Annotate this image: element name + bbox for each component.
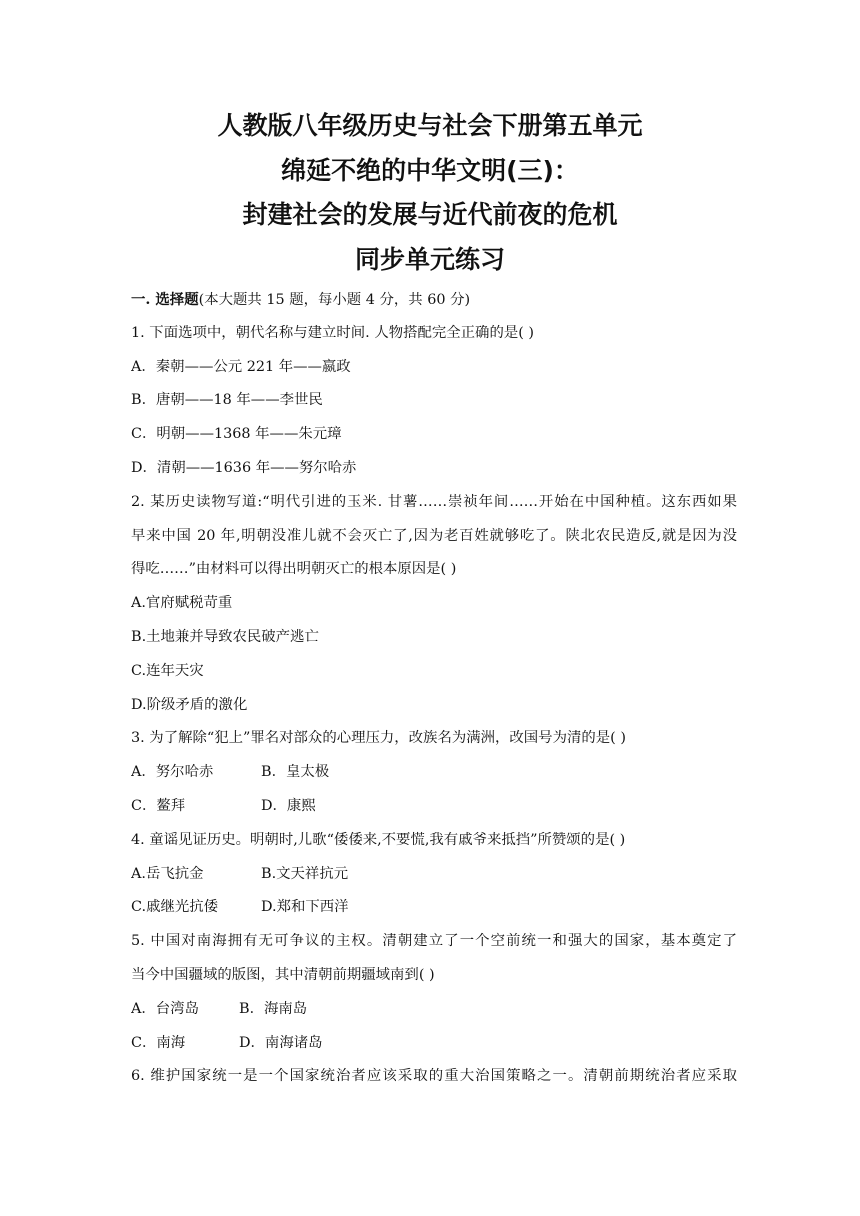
question-2-stem-line-1: 2. 某历史读物写道:“明代引进的玉米. 甘薯……崇祯年间……开始在中国种植。这东西如果 [131, 493, 737, 510]
question-6-stem-line-1: 6. 维护国家统一是一个国家统治者应该采取的重大治国策略之一。清朝前期统治者应采取 [131, 1068, 737, 1085]
question-4-stem: 4. 童谣见证历史。明朝时,儿歌“倭倭来,不要慌,我有戚爷来抵挡”所赞颂的是( ) [131, 831, 626, 848]
question-5-stem-line-2: 当今中国疆域的版图，其中清朝前期疆域南到( ) [131, 966, 435, 983]
question-3-stem: 3. 为了解除“犯上”罪名对部众的心理压力，改族名为满洲，改国号为清的是( ) [131, 730, 626, 747]
question-2-stem-line-2: 早来中国 20 年,明朝没准儿就不会灭亡了,因为老百姓就够吃了。陕北农民造反,就是因为没 [131, 527, 737, 544]
question-4-option-c[interactable]: C.戚继光抗倭 [131, 899, 219, 916]
question-5-stem-line-1: 5. 中国对南海拥有无可争议的主权。清朝建立了一个空前统一和强大的国家，基本奠定了 [131, 933, 737, 950]
title-line-1: 人教版八年级历史与社会下册第五单元 [217, 111, 643, 140]
question-3-option-d[interactable]: D．康熙 [261, 797, 316, 814]
question-2-stem-line-3: 得吃……”由材料可以得出明朝灭亡的根本原因是( ) [131, 561, 457, 578]
question-2-option-b[interactable]: B.土地兼并导致农民破产逃亡 [131, 628, 319, 645]
question-3-option-b[interactable]: B．皇太极 [261, 764, 330, 781]
question-5-option-c[interactable]: C．南海 [131, 1034, 186, 1051]
question-body [131, 283, 737, 1094]
question-4-option-d[interactable]: D.郑和下西洋 [261, 899, 349, 916]
title-line-4: 同步单元练习 [354, 244, 505, 274]
question-5-option-d[interactable]: D．南海诸岛 [239, 1034, 323, 1051]
question-1-option-c[interactable]: C．明朝——1368 年——朱元璋 [131, 426, 342, 443]
question-5-option-b[interactable]: B．海南岛 [239, 1000, 308, 1017]
section-note: (本大题共 15 题，每小题 4 分，共 60 分) [198, 292, 471, 308]
title-line-3: 封建社会的发展与近代前夜的危机 [242, 200, 618, 229]
question-5-option-a[interactable]: A．台湾岛 [131, 1000, 199, 1017]
question-2-option-d[interactable]: D.阶级矛盾的激化 [131, 696, 248, 713]
question-4-options-row-1 [131, 858, 737, 892]
question-2-option-a[interactable]: A.官府赋税苛重 [131, 595, 233, 612]
title-line-2: 绵延不绝的中华文明(三)： [281, 155, 579, 185]
section-label: 一. 选择题 [131, 291, 199, 308]
question-5-options-row-1 [131, 993, 737, 1027]
question-4-option-b[interactable]: B.文天祥抗元 [261, 865, 349, 882]
question-3-options-row-2 [131, 790, 737, 824]
question-3-option-a[interactable]: A．努尔哈赤 [131, 764, 214, 781]
question-2-option-c[interactable]: C.连年天灾 [131, 662, 204, 679]
question-1-option-b[interactable]: B．唐朝——18 年——李世民 [131, 392, 323, 409]
question-3-option-c[interactable]: C．鳌拜 [131, 797, 186, 814]
document-title [0, 104, 860, 282]
question-3-options-row-1 [131, 756, 737, 790]
question-1-option-a[interactable]: A．秦朝——公元 221 年——嬴政 [131, 358, 351, 375]
question-4-option-a[interactable]: A.岳飞抗金 [131, 865, 204, 882]
section-heading [131, 283, 737, 317]
question-1-stem: 1. 下面选项中，朝代名称与建立时间. 人物搭配完全正确的是( ) [131, 324, 535, 341]
question-4-options-row-2 [131, 891, 737, 925]
question-5-options-row-2 [131, 1027, 737, 1061]
question-1-option-d[interactable]: D．清朝——1636 年——努尔哈赤 [131, 459, 357, 476]
